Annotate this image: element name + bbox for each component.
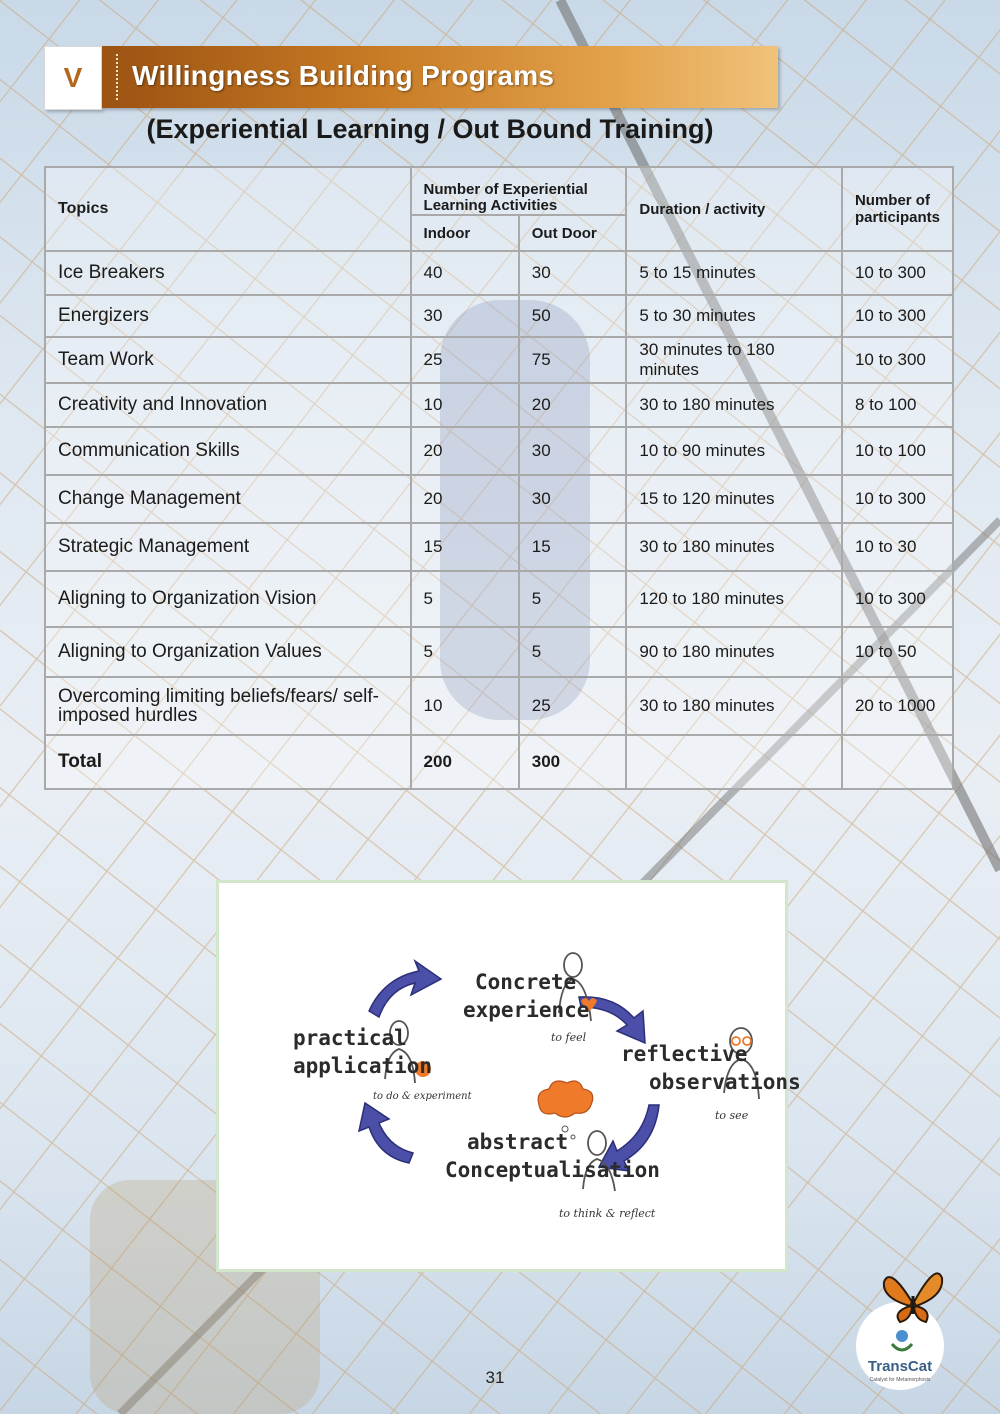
participants-cell: 10 to 100 xyxy=(842,427,953,475)
learning-cycle-diagram xyxy=(219,883,801,1269)
table-row xyxy=(45,337,953,383)
outdoor-cell: 5 xyxy=(519,571,627,627)
topic-cell: Change Management xyxy=(45,475,411,523)
total-empty-cell xyxy=(842,735,953,789)
total-indoor-cell: 200 xyxy=(411,735,519,789)
table-header-row xyxy=(45,167,953,215)
transcat-logo xyxy=(852,1262,952,1392)
practical-note: to do & experiment xyxy=(373,1091,472,1102)
participants-cell: 20 to 1000 xyxy=(842,677,953,735)
arrow-abstract-to-practical xyxy=(359,1103,413,1163)
abstract-conceptualisation-label: abstract Conceptualisation xyxy=(445,1130,660,1182)
table-row xyxy=(45,251,953,295)
total-outdoor-cell: 300 xyxy=(519,735,627,789)
header-topics: Topics xyxy=(45,167,411,251)
topic-cell: Creativity and Innovation xyxy=(45,383,411,427)
table-row xyxy=(45,677,953,735)
outdoor-cell: 5 xyxy=(519,627,627,677)
logo-tagline: Catalyst for Metamorphosis xyxy=(869,1377,931,1383)
duration-cell: 30 to 180 minutes xyxy=(626,523,842,571)
indoor-cell: 40 xyxy=(411,251,519,295)
topic-cell: Team Work xyxy=(45,337,411,383)
practical-application-label: practical application xyxy=(293,1026,433,1078)
participants-cell: 10 to 300 xyxy=(842,571,953,627)
topic-cell: Ice Breakers xyxy=(45,251,411,295)
total-label-cell: Total xyxy=(45,735,411,789)
table-total-row xyxy=(45,735,953,789)
participants-cell: 10 to 30 xyxy=(842,523,953,571)
table-row xyxy=(45,475,953,523)
outdoor-cell: 15 xyxy=(519,523,627,571)
outdoor-cell: 50 xyxy=(519,295,627,337)
outdoor-cell: 75 xyxy=(519,337,627,383)
indoor-cell: 20 xyxy=(411,475,519,523)
section-header-bar xyxy=(102,46,778,108)
table-row xyxy=(45,571,953,627)
programs-table xyxy=(44,166,954,790)
indoor-cell: 5 xyxy=(411,627,519,677)
header-participants: Number of participants xyxy=(842,167,953,251)
table-row xyxy=(45,295,953,337)
page-number: 31 xyxy=(485,1368,505,1387)
participants-cell: 10 to 300 xyxy=(842,475,953,523)
table-row xyxy=(45,523,953,571)
page-subtitle: (Experiential Learning / Out Bound Training) xyxy=(146,114,714,144)
abstract-note: to think & reflect xyxy=(559,1207,656,1220)
table-row xyxy=(45,427,953,475)
indoor-cell: 15 xyxy=(411,523,519,571)
duration-cell: 30 minutes to 180 minutes xyxy=(626,337,842,383)
header-duration: Duration / activity xyxy=(626,167,842,251)
outdoor-cell: 25 xyxy=(519,677,627,735)
indoor-cell: 25 xyxy=(411,337,519,383)
topic-cell: Strategic Management xyxy=(45,523,411,571)
participants-cell: 10 to 50 xyxy=(842,627,953,677)
duration-cell: 30 to 180 minutes xyxy=(626,677,842,735)
duration-cell: 90 to 180 minutes xyxy=(626,627,842,677)
duration-cell: 120 to 180 minutes xyxy=(626,571,842,627)
reflective-note: to see xyxy=(715,1109,749,1122)
topic-cell: Communication Skills xyxy=(45,427,411,475)
participants-cell: 8 to 100 xyxy=(842,383,953,427)
header-indoor: Indoor xyxy=(411,215,519,251)
participants-cell: 10 to 300 xyxy=(842,251,953,295)
reflective-observations-label: reflective observations xyxy=(621,1042,801,1094)
learning-cycle-figure xyxy=(216,880,801,1272)
logo-name: TransCat xyxy=(867,1358,933,1375)
table-row xyxy=(45,627,953,677)
duration-cell: 30 to 180 minutes xyxy=(626,383,842,427)
section-badge: V xyxy=(44,46,102,110)
duration-cell: 10 to 90 minutes xyxy=(626,427,842,475)
topic-cell: Aligning to Organization Vision xyxy=(45,571,411,627)
section-title: Willingness Building Programs xyxy=(132,60,555,91)
header-activities: Number of Experiential Learning Activities xyxy=(411,167,627,215)
participants-cell: 10 to 300 xyxy=(842,295,953,337)
participants-cell: 10 to 300 xyxy=(842,337,953,383)
table-row xyxy=(45,383,953,427)
indoor-cell: 5 xyxy=(411,571,519,627)
duration-cell: 15 to 120 minutes xyxy=(626,475,842,523)
outdoor-cell: 30 xyxy=(519,475,627,523)
thought-cloud-icon xyxy=(538,1081,593,1117)
concrete-experience-label: Concrete experience xyxy=(463,970,590,1022)
indoor-cell: 10 xyxy=(411,677,519,735)
outdoor-cell: 20 xyxy=(519,383,627,427)
outdoor-cell: 30 xyxy=(519,427,627,475)
topic-cell: Aligning to Organization Values xyxy=(45,627,411,677)
total-empty-cell xyxy=(626,735,842,789)
arrow-practical-to-concrete xyxy=(369,961,441,1017)
topic-cell: Overcoming limiting beliefs/fears/ self-imposed hurdles xyxy=(45,677,411,735)
indoor-cell: 10 xyxy=(411,383,519,427)
duration-cell: 5 to 30 minutes xyxy=(626,295,842,337)
butterfly-icon xyxy=(880,1262,946,1326)
indoor-cell: 30 xyxy=(411,295,519,337)
indoor-cell: 20 xyxy=(411,427,519,475)
concrete-note: to feel xyxy=(551,1031,587,1044)
transcat-mark-icon xyxy=(890,1328,914,1354)
header-outdoor: Out Door xyxy=(519,215,627,251)
outdoor-cell: 30 xyxy=(519,251,627,295)
topic-cell: Energizers xyxy=(45,295,411,337)
duration-cell: 5 to 15 minutes xyxy=(626,251,842,295)
